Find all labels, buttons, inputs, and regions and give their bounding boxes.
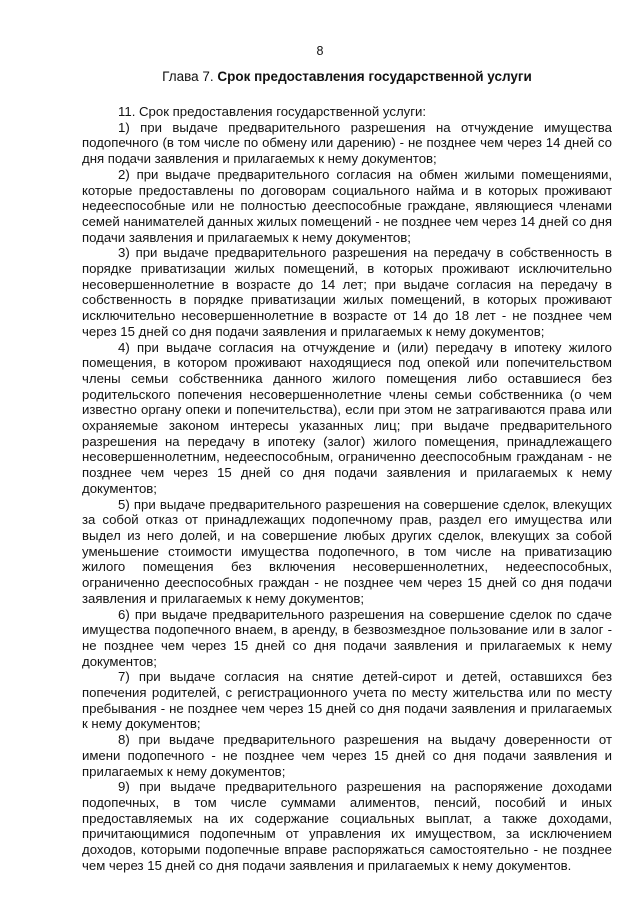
- paragraph-item-5: 5) при выдаче предварительного разрешения на совершение сделок, влекущих за собой отказ от принадлежащих подопечному прав, раздел его имущества или выдел из него долей, и на совершение любых других сделок, влекущих за собой уменьшение стоимости имущества подопечного, в том числе на приватизацию жилого помещения без включения несовершеннолетних, недееспособных, ограниченно дееспособных граждан - не позднее чем через 15 дней со дня подачи заявления и прилагаемых к нему документов;: [82, 496, 612, 606]
- paragraph-item-4: 4) при выдаче согласия на отчуждение и (или) передачу в ипотеку жилого помещения, в котором проживают находящиеся под опекой или попечительством члены семьи собственника данного жилого помещения либо оставшиеся без родительского попечения несовершеннолетние члены семьи собственника (о чем известно органу опеки и попечительства), если при этом не затрагиваются права или охраняемые законом интересы указанных лиц; при выдаче предварительного разрешения на передачу в ипотеку (залог) жилого помещения, принадлежащего несовершеннолетним, недееспособным, ограниченно дееспособным гражданам - не позднее чем через 15 дней со дня подачи заявления и прилагаемых к нему документов;: [82, 339, 612, 496]
- paragraph-clause-11: 11. Срок предоставления государственной услуги:: [118, 104, 427, 119]
- paragraph-item-8: 8) при выдаче предварительного разрешения на выдачу доверенности от имени подопечного - не позднее чем через 15 дней со дня подачи заявления и прилагаемых к нему документов;: [82, 732, 612, 779]
- paragraph-item-6: 6) при выдаче предварительного разрешения на совершение сделок по сдаче имущества подопечного внаем, в аренду, в безвозмездное пользование или в залог - не позднее чем через 15 дней со дня подачи заявления и прилагаемых к нему документов;: [82, 606, 612, 669]
- paragraph-item-2: 2) при выдаче предварительного согласия на обмен жилыми помещениями, которые предоставлены по договорам социального найма и в которых проживают недееспособные или не полностью дееспособные граждане, являющиеся членами семей нанимателей данных жилых помещений - не позднее чем через 14 дней со дня подачи заявления и прилагаемых к нему документов;: [82, 166, 612, 245]
- document-body: [82, 104, 612, 873]
- paragraph-item-7: 7) при выдаче согласия на снятие детей-сирот и детей, оставшихся без попечения родителей, с регистрационного учета по месту жительства или по месту пребывания - не позднее чем через 15 дней со дня подачи заявления и прилагаемых к нему документов;: [82, 669, 612, 732]
- chapter-prefix: Глава 7.: [162, 69, 218, 84]
- page-number: 8: [316, 44, 324, 58]
- chapter-title: Срок предоставления государственной услуги: [217, 69, 532, 84]
- paragraph-item-3: 3) при выдаче предварительного разрешения на передачу в собственность в порядке приватизации жилых помещений, в которых проживают исключительно несовершеннолетние в возрасте до 14 лет; при выдаче согласия на передачу в собственность в порядке приватизации жилых помещений, в которых проживают исключительно несовершеннолетние в возрасте от 14 до 18 лет - не позднее чем через 15 дней со дня подачи заявления и прилагаемых к нему документов;: [82, 245, 612, 339]
- paragraph-item-1: 1) при выдаче предварительного разрешения на отчуждение имущества подопечного (в том числе по обмену или дарению) - не позднее чем через 14 дней со дня подачи заявления и прилагаемых к нему документов;: [82, 119, 612, 167]
- chapter-heading: [82, 68, 612, 85]
- paragraph-item-9: 9) при выдаче предварительного разрешения на распоряжение доходами подопечных, в том числе суммами алиментов, пенсий, пособий и иных предоставляемых на их содержание социальных выплат, а также доходами, причитающимися подопечным от управления их имуществом, за исключением доходов, которыми подопечные вправе распоряжаться самостоятельно - не позднее чем через 15 дней со дня подачи заявления и прилагаемых к нему документов.: [82, 779, 612, 873]
